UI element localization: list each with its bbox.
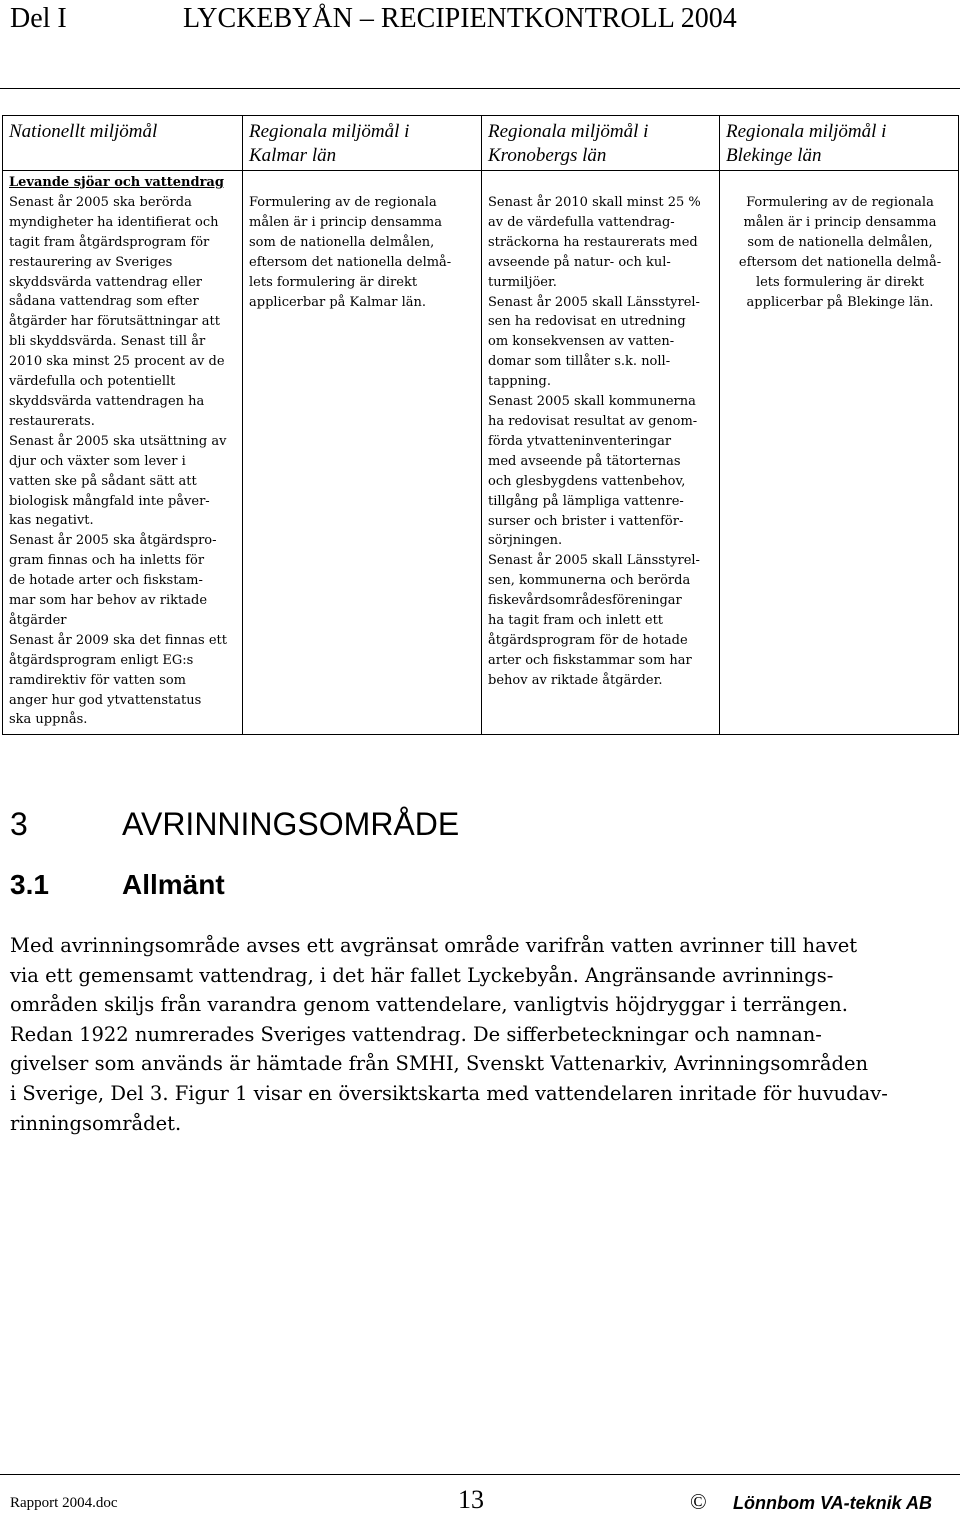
- footer-document-name: Rapport 2004.doc: [10, 1495, 118, 1511]
- kronoberg-paragraph: Senast år 2005 skall Länsstyrel- sen ha redovisat en utredning om konsekvensen av vatten- domar som tillåter s.k. noll- tappning.: [488, 294, 700, 390]
- page-footer: [0, 1474, 960, 1525]
- cell-blekinge: [720, 171, 959, 735]
- cell-kronoberg: [482, 171, 720, 735]
- national-paragraph: Senast år 2005 ska berörda myndigheter ha identifierat och tagit fram åtgärdsprogram för restaurering av Sveriges skyddsvärda vattendrag eller sådana vattendrag som efter åtgärder har förutsättningar att bli skyddsvärda. Senast till år 2010 ska minst 25 procent av de värdefulla och potentiellt skyddsvärda vattendragen ha restaurerats.: [9, 194, 225, 429]
- national-paragraph: Senast år 2009 ska det finnas ett åtgärdsprogram enligt EG:s ramdirektiv för vatten som anger hur god ytvattenstatus ska uppnås.: [9, 632, 227, 728]
- subsection-number: 3.1: [10, 869, 49, 900]
- national-paragraph: Senast år 2005 ska åtgärdspro- gram finnas och ha inletts för de hotade arter och fiskstam- mar som har behov av riktade åtgärder: [9, 533, 217, 628]
- section-number: 3: [10, 806, 28, 842]
- kronoberg-paragraph: Senast år 2005 skall Länsstyrel- sen, kommunerna och berörda fiskevårdsområdesföreningar ha tagit fram och inlett ett åtgärdsprogram för de hotade arter och fiskstammar som har behov av riktade åtgärder.: [488, 553, 700, 688]
- kalmar-text: Formulering av de regionala målen är i princip densamma som de nationella delmålen, eftersom det nationella delmå- lets formulering är direkt applicerbar på Kalmar län.: [249, 195, 452, 310]
- table-row: [3, 171, 959, 735]
- column-header-kalmar: Regionala miljömål i Kalmar län: [243, 116, 482, 171]
- page-header: [0, 0, 960, 89]
- column-header-kronoberg: Regionala miljömål i Kronobergs län: [482, 116, 720, 171]
- copyright-symbol: ©: [690, 1489, 707, 1514]
- table-header-row: [3, 116, 959, 171]
- kronoberg-paragraph: Senast år 2010 skall minst 25 % av de värdefulla vattendrag- sträckorna ha restaurerats med avseende på natur- och kul- turmiljöer.: [488, 195, 701, 290]
- section-title: AVRINNINGSOMRÅDE: [122, 806, 460, 842]
- kronoberg-paragraph: Senast 2005 skall kommunerna ha redovisat resultat av genom- förda ytvatteninventeringar med avseende på tätorternas och glesbygdens vattenbehov, tillgång på lämpliga vattenre- surser och brister i vattenför- sörjningen.: [488, 394, 698, 549]
- environmental-goals-table: [2, 115, 959, 735]
- subsection-heading: [10, 869, 225, 901]
- cell-national: [3, 171, 243, 735]
- body-paragraph: Med avrinningsområde avses ett avgränsat område varifrån vatten avrinner till havet via ett gemensamt vattendrag, i det här fallet Lyckebyån. Angränsande avrinnings- områden skiljs från varandra genom vattendelare, vanligtvis höjdryggar i terrängen. Redan 1922 numrerades Sveriges vattendrag. De sifferbeteckningar och namnan- givelser som används är hämtade från SMHI, Svenskt Vattenarkiv, Avrinningsområden i Sverige, Del 3. Figur 1 visar en översiktskarta med vattendelaren inritade för huvudav- rinningsområdet.: [10, 934, 888, 1135]
- column-header-blekinge: Regionala miljömål i Blekinge län: [720, 116, 959, 171]
- company-logo: Lönnbom VA-teknik AB: [733, 1493, 932, 1513]
- page-number: 13: [458, 1485, 484, 1514]
- document-title: LYCKEBYÅN – RECIPIENTKONTROLL 2004: [183, 3, 737, 34]
- national-paragraph: Senast år 2005 ska utsättning av djur och växter som lever i vatten ske på sådant sätt att biologisk mångfald inte påver- kas negativt.: [9, 433, 227, 529]
- section-heading: [10, 806, 459, 843]
- column-header-national: Nationellt miljömål: [3, 116, 243, 171]
- part-label: Del I: [10, 3, 67, 34]
- subsection-title: Allmänt: [122, 869, 225, 900]
- cell-kalmar: [243, 171, 482, 735]
- national-subheading: Levande sjöar och vattendrag: [9, 175, 224, 190]
- blekinge-text: Formulering av de regionala målen är i princip densamma som de nationella delmålen, eftersom det nationella delmå- lets formulering är direkt applicerbar på Blekinge län.: [738, 195, 942, 310]
